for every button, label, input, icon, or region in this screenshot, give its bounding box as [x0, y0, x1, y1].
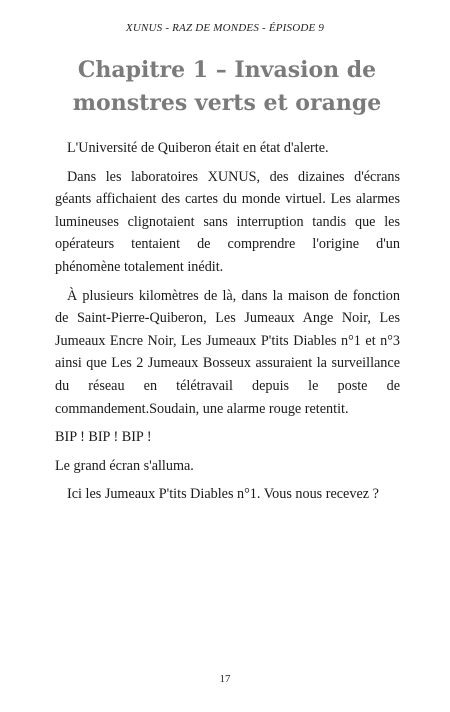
- chapter-title: Chapitre 1 – Invasion de monstres verts et orange: [72, 57, 382, 116]
- running-header: XUNUS - RAZ DE MONDES - ÉPISODE 9: [125, 22, 325, 34]
- paragraph-3: À plusieurs kilomètres de là, dans la maison de fonction de Saint-Pierre-Quiberon, Les Jumeaux Ange Noir, Les Jumeaux Encre Noir, Les Jumeaux P'tits Diables n°1 et n°3 ainsi que Les 2 Jumeaux Bosseux assuraient la surveillance du réseau en télétravail depuis le poste de commandement.Soudain, une alarme rouge retentit.: [55, 287, 400, 417]
- paragraph-5: Le grand écran s'alluma.: [55, 457, 194, 474]
- paragraph-2: Dans les laboratoires XUNUS, des dizaines d'écrans géants affichaient des cartes du monde virtuel. Les alarmes lumineuses clignotaient sans interruption tandis que les opérateurs tentaient de comprendre l'origine d'un phénomène totalement inédit.: [55, 168, 400, 275]
- paragraph-4: BIP ! BIP ! BIP !: [55, 429, 152, 446]
- page-number: 17: [219, 673, 231, 685]
- chapter-body: [55, 137, 400, 512]
- paragraph-1: L'Université de Quiberon était en état d'alerte.: [67, 140, 329, 156]
- paragraph-6: Ici les Jumeaux P'tits Diables n°1. Vous nous recevez ?: [67, 486, 379, 503]
